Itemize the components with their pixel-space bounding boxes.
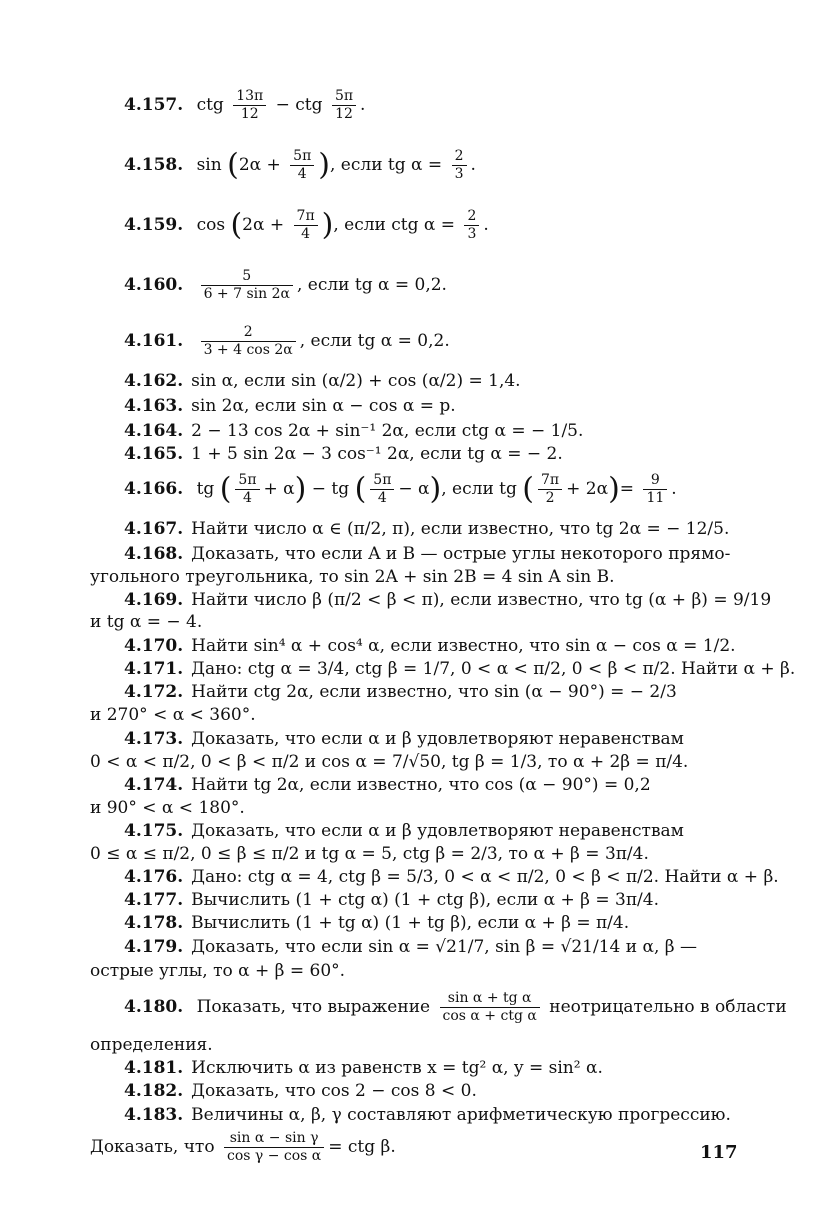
problem-4-173-line2: 0 < α < π/2, 0 < β < π/2 и cos α = 7/√50, tg β = 1/3, то α + 2β = π/4. [90, 752, 689, 772]
problem-4-161: 4.161. $\frac{2}{3 + 4 \cos 2\alpha}$ , если tg α = 0,2. [124, 324, 450, 358]
fraction: $\frac{5\pi}{4}$ [235, 472, 259, 507]
problem-4-183-line2: Доказать, что $\frac{\text{sin α − sin γ}}{\text{cos γ − cos α}}$ = ctg β. [90, 1130, 396, 1164]
problem-4-171: 4.171. Дано: ctg α = 3/4, ctg β = 1/7, 0 < α < π/2, 0 < β < π/2. Найти α + β. [124, 659, 796, 679]
fraction: $\frac{7\pi}{4}$ [294, 208, 318, 243]
fraction: $\frac{5\pi}{4}$ [370, 472, 394, 507]
fraction: $\frac{2}{3 + 4 \cos 2\alpha}$ [201, 324, 296, 359]
problem-4-164: 4.164. 2 − 13 cos 2α + sin⁻¹ 2α, если ctg α = − 1/5. [124, 421, 584, 441]
problem-4-160: 4.160. $\frac{5}{6 + 7 \sin 2\alpha}$ , если tg α = 0,2. [124, 268, 447, 302]
problem-4-174-line1: 4.174. Найти tg 2α, если известно, что cos (α − 90°) = 0,2 [124, 775, 651, 795]
problem-4-158: 4.158. sin (2α + $\frac{5\pi}{4}$ ), если tg α = $\frac{2}{3}$ . [124, 147, 476, 183]
problem-4-166: 4.166. tg ( $\frac{5\pi}{4}$ + α) − tg ( $\frac{5\pi}{4}$ − α), если tg ( $\frac{7\pi}{2}$ + 2α)= $\frac{9}{11}$ . [124, 471, 677, 507]
problem-4-183-line1: 4.183. Величины α, β, γ составляют арифметическую прогрессию. [124, 1105, 731, 1125]
problem-4-169-line2: и tg α = − 4. [90, 612, 203, 632]
problem-4-162: 4.162. sin α, если sin (α/2) + cos (α/2) = 1,4. [124, 371, 521, 391]
fraction: $\frac{13\pi}{12}$ [233, 88, 266, 123]
problem-4-180-line2: определения. [90, 1035, 213, 1055]
problem-4-175-line1: 4.175. Доказать, что если α и β удовлетворяют неравенствам [124, 821, 684, 841]
problem-4-181: 4.181. Исключить α из равенств x = tg² α, y = sin² α. [124, 1058, 603, 1078]
problem-4-175-line2: 0 ≤ α ≤ π/2, 0 ≤ β ≤ π/2 и tg α = 5, ctg β = 2/3, то α + β = 3π/4. [90, 844, 649, 864]
problem-4-165: 4.165. 1 + 5 sin 2α − 3 cos⁻¹ 2α, если tg α = − 2. [124, 444, 563, 464]
problem-4-173-line1: 4.173. Доказать, что если α и β удовлетворяют неравенствам [124, 729, 684, 749]
problem-4-163: 4.163. sin 2α, если sin α − cos α = p. [124, 396, 456, 416]
problem-4-157: 4.157. ctg $\frac{13\pi}{12}$ − ctg $\frac{5\pi}{12}$ . [124, 88, 366, 122]
fraction: $\frac{7\pi}{2}$ [538, 472, 562, 507]
problem-4-179-line1: 4.179. Доказать, что если sin α = √21/7, sin β = √21/14 и α, β — [124, 937, 697, 957]
fraction: $\frac{5\pi}{4}$ [290, 148, 314, 183]
fraction: $\frac{9}{11}$ [643, 472, 667, 507]
problem-4-168-line2: угольного треугольника, то sin 2A + sin 2B = 4 sin A sin B. [90, 567, 615, 587]
problem-4-167: 4.167. Найти число α ∈ (π/2, π), если известно, что tg 2α = − 12/5. [124, 519, 730, 539]
page-number: 117 [700, 1142, 738, 1163]
problem-4-170: 4.170. Найти sin⁴ α + cos⁴ α, если известно, что sin α − cos α = 1/2. [124, 636, 736, 656]
problem-4-172-line2: и 270° < α < 360°. [90, 705, 256, 725]
problem-4-182: 4.182. Доказать, что cos 2 − cos 8 < 0. [124, 1081, 477, 1101]
fraction: $\frac{2}{3}$ [464, 208, 479, 243]
problem-4-177: 4.177. Вычислить (1 + ctg α) (1 + ctg β), если α + β = 3π/4. [124, 890, 659, 910]
fraction: $\frac{2}{3}$ [452, 148, 467, 183]
problem-4-168-line1: 4.168. Доказать, что если A и B — острые углы некоторого прямо- [124, 544, 731, 564]
problem-4-180-line1: 4.180. Показать, что выражение $\frac{\text{sin α + tg α}}{\text{cos α + ctg α}}$ неотрицательно в области [124, 990, 787, 1024]
fraction: $\frac{\text{sin α + tg α}}{\text{cos α + ctg α}}$ [440, 990, 540, 1025]
problem-4-178: 4.178. Вычислить (1 + tg α) (1 + tg β), если α + β = π/4. [124, 913, 630, 933]
fraction: $\frac{\text{sin α − sin γ}}{\text{cos γ − cos α}}$ [224, 1130, 324, 1165]
problem-4-169-line1: 4.169. Найти число β (π/2 < β < π), если известно, что tg (α + β) = 9/19 [124, 590, 772, 610]
fraction: $\frac{5}{6 + 7 \sin 2\alpha}$ [201, 268, 293, 303]
problem-4-172-line1: 4.172. Найти ctg 2α, если известно, что sin (α − 90°) = − 2/3 [124, 682, 677, 702]
problem-4-159: 4.159. cos (2α + $\frac{7\pi}{4}$ ), если ctg α = $\frac{2}{3}$ . [124, 207, 489, 243]
problem-4-174-line2: и 90° < α < 180°. [90, 798, 245, 818]
problem-4-176: 4.176. Дано: ctg α = 4, ctg β = 5/3, 0 < α < π/2, 0 < β < π/2. Найти α + β. [124, 867, 779, 887]
problem-4-179-line2: острые углы, то α + β = 60°. [90, 961, 346, 981]
fraction: $\frac{5\pi}{12}$ [332, 88, 356, 123]
